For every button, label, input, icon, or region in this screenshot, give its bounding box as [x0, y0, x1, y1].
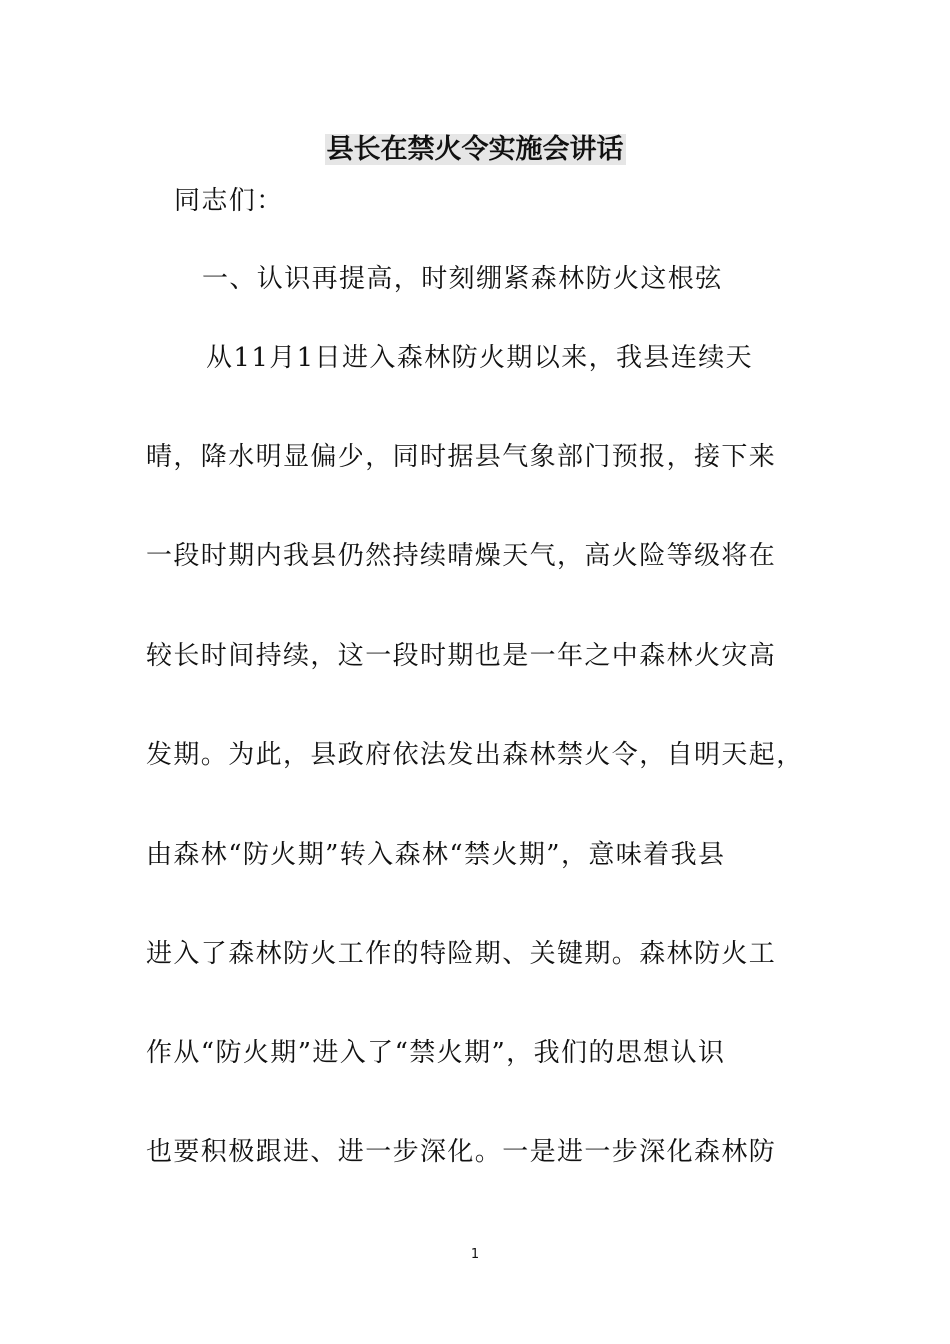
paragraph-line-5: 发期。为此，县政府依法发出森林禁火令，自明天起，: [146, 740, 804, 770]
paragraph-line-7: 进入了森林防火工作的特险期、关键期。森林防火工: [146, 939, 777, 969]
paragraph-line-9: 也要积极跟进、进一步深化。一是进一步深化森林防: [146, 1137, 777, 1167]
paragraph-line-6: 由森林“防火期”转入森林“禁火期”，意味着我县: [146, 840, 726, 870]
section-heading-1: 一、认识再提高，时刻绷紧森林防火这根弦: [202, 264, 723, 294]
greeting: 同志们：: [174, 186, 284, 216]
page-number: 1: [470, 1247, 480, 1262]
paragraph-line-4: 较长时间持续，这一段时期也是一年之中森林火灾高: [146, 641, 777, 671]
paragraph-line-1: 从11月1日进入森林防火期以来，我县连续天: [206, 343, 754, 373]
document-title-text: 县长在禁火令实施会讲话: [326, 134, 624, 165]
paragraph-line-3: 一段时期内我县仍然持续晴燥天气，高火险等级将在: [146, 541, 777, 571]
paragraph-line-2: 晴，降水明显偏少，同时据县气象部门预报，接下来: [146, 442, 777, 472]
document-title: [0, 132, 950, 168]
paragraph-line-8: 作从“防火期”进入了“禁火期”，我们的思想认识: [146, 1038, 726, 1068]
